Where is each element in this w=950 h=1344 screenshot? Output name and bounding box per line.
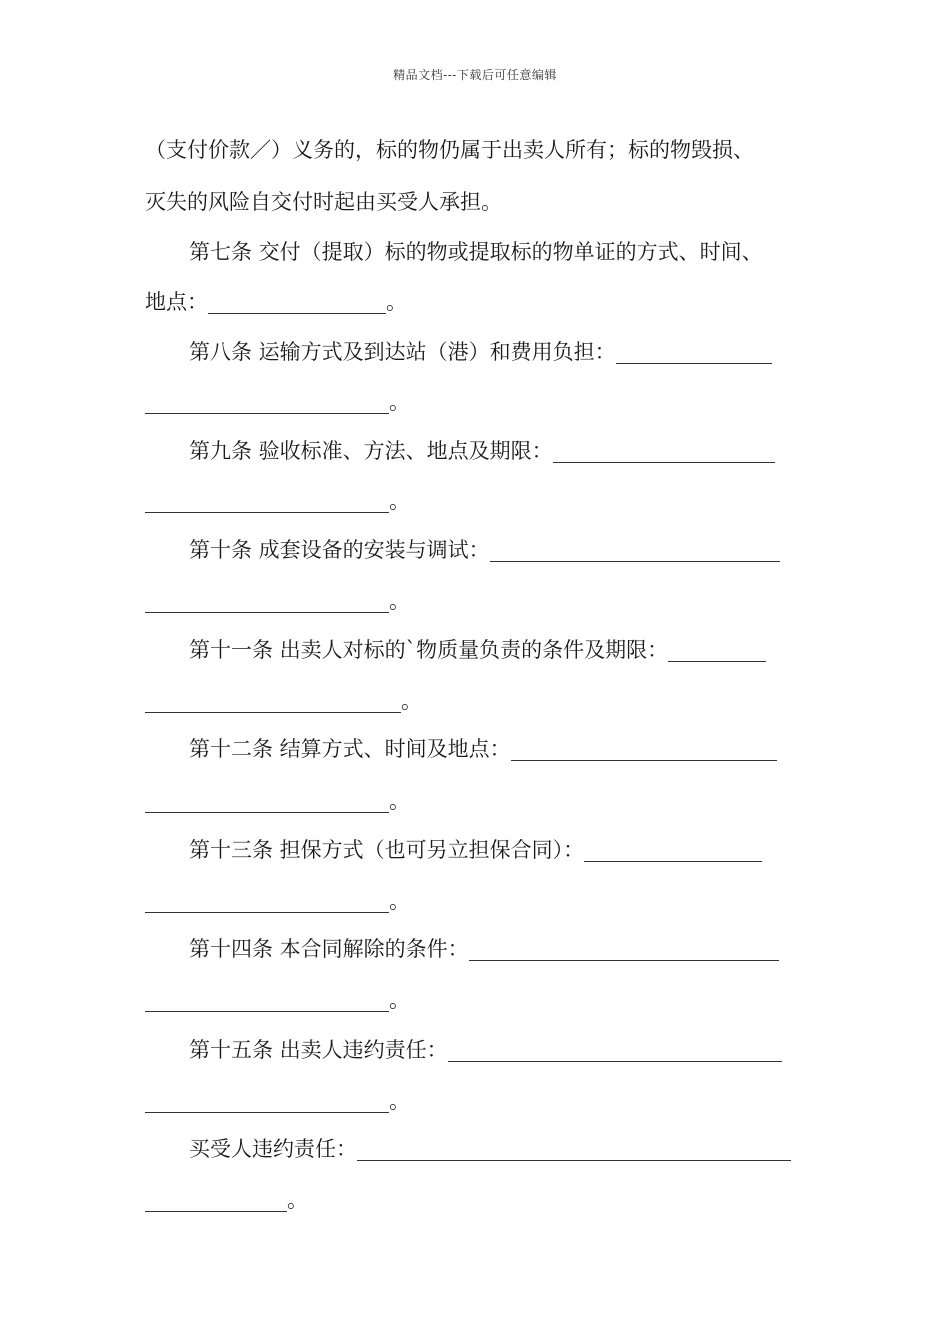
paragraph-line [145,188,502,216]
fill-blank[interactable] [357,1138,791,1161]
blank-continuation [145,687,422,715]
article-12-text: 第十二条 结算方式、时间及地点： [189,737,511,761]
blank-continuation [145,887,410,915]
buyer-liability-text: 买受人违约责任： [189,1137,357,1161]
fill-blank[interactable] [490,539,780,562]
article-14-text: 第十四条 本合同解除的条件： [189,937,469,961]
period: 。 [386,290,407,314]
paragraph-text: 灭失的风险自交付时起由买受人承担。 [145,190,502,214]
fill-blank[interactable] [448,1039,782,1062]
fill-blank[interactable] [145,989,389,1012]
article-13-line [189,836,762,864]
article-11-line [189,636,766,664]
fill-blank[interactable] [511,738,777,761]
fill-blank[interactable] [584,839,762,862]
article-7-line [189,238,763,266]
fill-blank[interactable] [553,440,775,463]
period: 。 [389,1089,410,1113]
article-9-line [189,437,775,465]
period: 。 [401,689,422,713]
article-7-text: 第七条 交付（提取）标的物或提取标的物单证的方式、时间、 [189,240,763,264]
article-10-line [189,536,780,564]
article-8-text: 第八条 运输方式及到达站（港）和费用负担： [189,340,616,364]
article-7-location-label: 地点： [145,290,208,314]
fill-blank[interactable] [145,391,389,414]
fill-blank[interactable] [145,1090,389,1113]
fill-blank[interactable] [668,639,766,662]
article-11-text: 第十一条 出卖人对标的`物质量负责的条件及期限： [189,638,669,662]
article-10-text: 第十条 成套设备的安装与调试： [189,538,490,562]
article-14-line [189,935,779,963]
blank-continuation [145,787,410,815]
period: 。 [389,390,410,414]
fill-blank[interactable] [208,291,386,314]
fill-blank[interactable] [616,341,772,364]
period: 。 [389,988,410,1012]
blank-continuation [145,1087,410,1115]
period: 。 [389,589,410,613]
blank-continuation [145,986,410,1014]
fill-blank[interactable] [145,590,389,613]
fill-blank[interactable] [145,790,389,813]
fill-blank[interactable] [145,890,389,913]
fill-blank[interactable] [469,938,779,961]
article-8-line [189,338,772,366]
blank-continuation [145,587,410,615]
fill-blank[interactable] [145,1189,287,1212]
period: 。 [389,789,410,813]
blank-continuation [145,388,410,416]
article-13-text: 第十三条 担保方式（也可另立担保合同）： [189,838,585,862]
period: 。 [287,1188,308,1212]
page-header: 精品文档---下载后可任意编辑 [393,68,557,82]
article-15-text: 第十五条 出卖人违约责任： [189,1038,448,1062]
buyer-liability-line [189,1135,791,1163]
fill-blank[interactable] [145,690,401,713]
fill-blank[interactable] [145,490,389,513]
paragraph-text: （支付价款／）义务的，标的物仍属于出卖人所有；标的物毁损、 [145,138,754,162]
paragraph-line [145,136,754,164]
blank-continuation [145,487,410,515]
blank-continuation [145,1186,308,1214]
article-9-text: 第九条 验收标准、方法、地点及期限： [189,439,553,463]
article-15-line [189,1036,782,1064]
article-7-continuation [145,288,407,316]
article-12-line [189,735,777,763]
period: 。 [389,889,410,913]
period: 。 [389,489,410,513]
